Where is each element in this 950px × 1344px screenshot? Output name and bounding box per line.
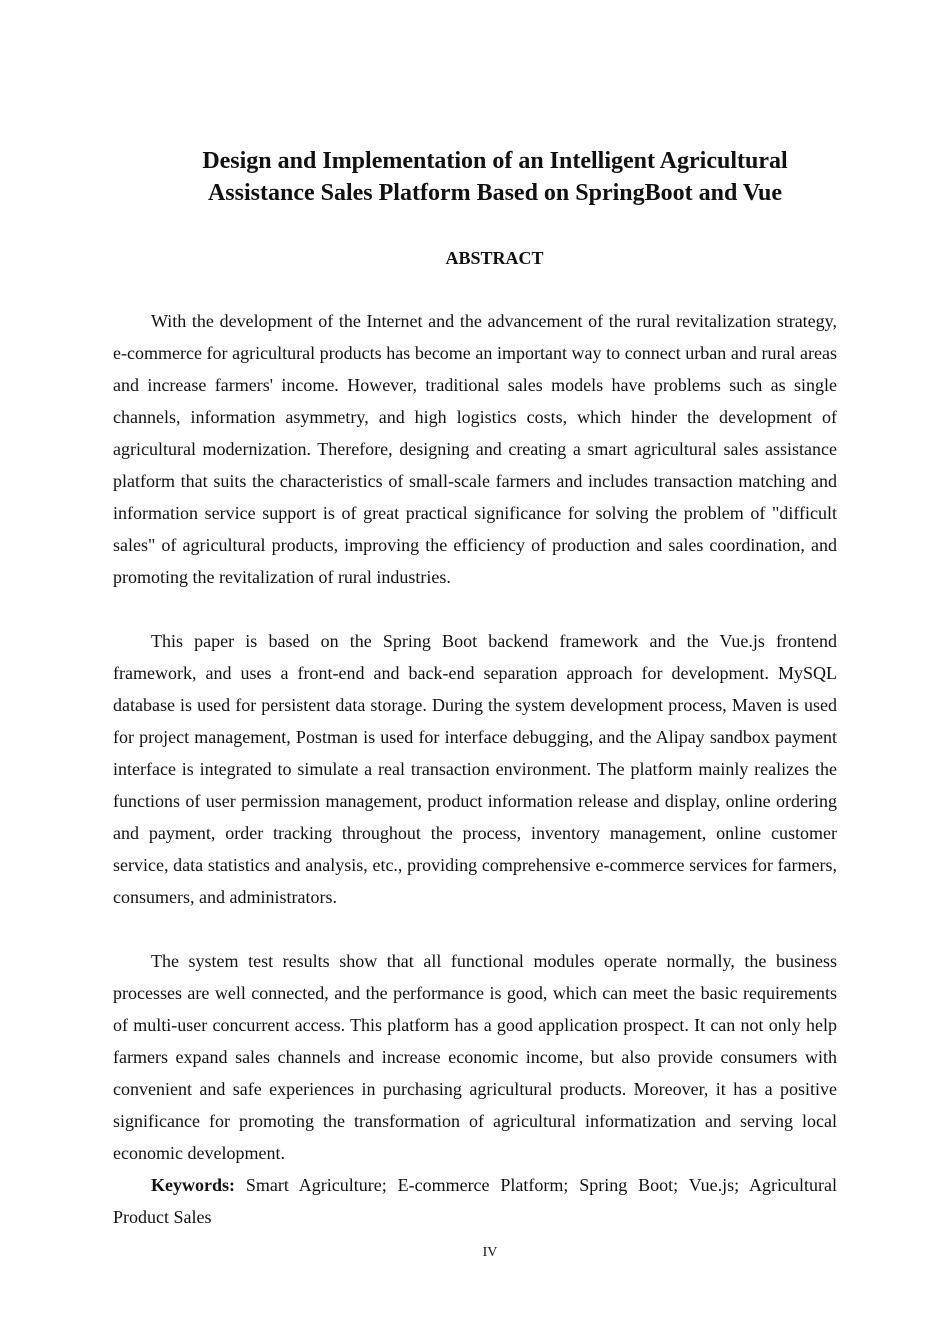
abstract-heading: ABSTRACT (445, 248, 544, 268)
paragraph-gap (113, 593, 837, 625)
abstract-body (113, 305, 837, 1233)
page-number: IV (482, 1245, 498, 1260)
keywords-text: Smart Agriculture; E-commerce Platform; Spring Boot; Vue.js; Agricultural Product Sales (113, 1175, 837, 1227)
paper-title: Design and Implementation of an Intelligent Agricultural Assistance Sales Platform Based on SpringBoot and Vue (202, 148, 788, 206)
keywords-line (113, 1169, 837, 1233)
abstract-paragraph-2: This paper is based on the Spring Boot backend framework and the Vue.js frontend framework, and uses a front-end and back-end separation approach for development. MySQL database is used for persistent data storage. During the system development process, Maven is used for project management, Postman is used for interface debugging, and the Alipay sandbox payment interface is integrated to simulate a real transaction environment. The platform mainly realizes the functions of user permission management, product information release and display, online ordering and payment, order tracking throughout the process, inventory management, online customer service, data statistics and analysis, etc., providing comprehensive e-commerce services for farmers, consumers, and administrators. (113, 631, 837, 907)
abstract-paragraph-1: With the development of the Internet and the advancement of the rural revitalization strategy, e-commerce for agricultural products has become an important way to connect urban and rural areas and increase farmers' income. However, traditional sales models have problems such as single channels, information asymmetry, and high logistics costs, which hinder the development of agricultural modernization. Therefore, designing and creating a smart agricultural sales assistance platform that suits the characteristics of small-scale farmers and includes transaction matching and information service support is of great practical significance for solving the problem of "difficult sales" of agricultural products, improving the efficiency of production and sales coordination, and promoting the revitalization of rural industries. (113, 311, 837, 587)
keywords-label: Keywords: (151, 1175, 235, 1195)
paragraph-gap (113, 913, 837, 945)
abstract-paragraph-3: The system test results show that all functional modules operate normally, the business processes are well connected, and the performance is good, which can meet the basic requirements of multi-user concurrent access. This platform has a good application prospect. It can not only help farmers expand sales channels and increase economic income, but also provide consumers with convenient and safe experiences in purchasing agricultural products. Moreover, it has a positive significance for promoting the transformation of agricultural informatization and serving local economic development. (113, 951, 837, 1163)
